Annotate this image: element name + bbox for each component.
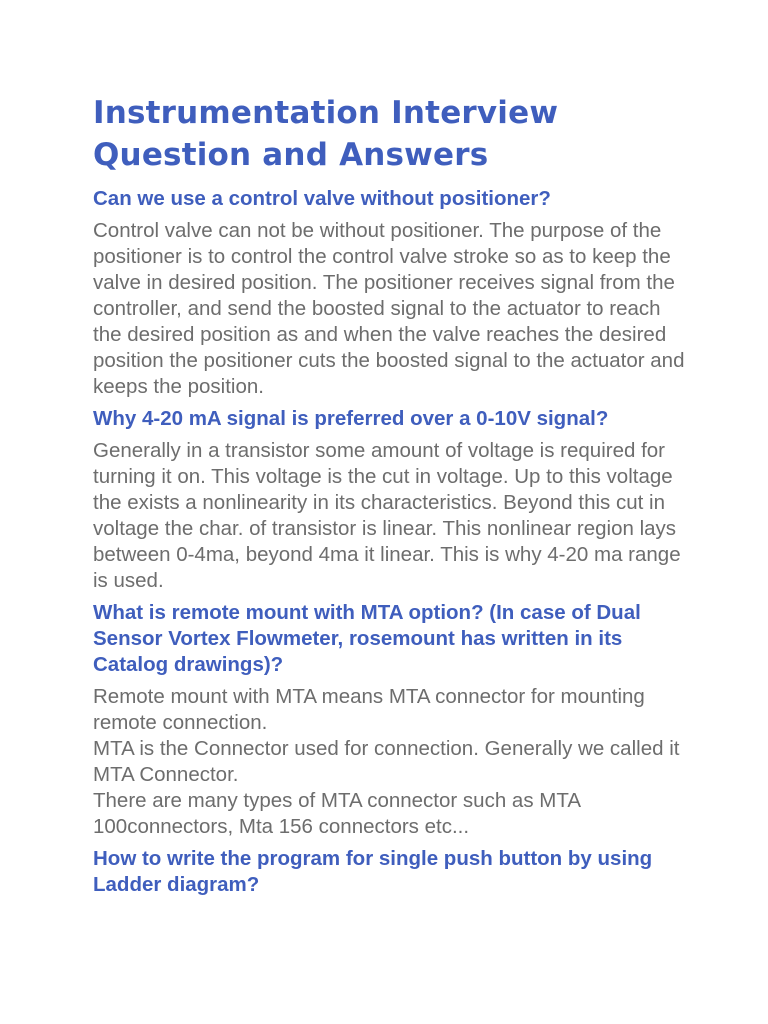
answer-paragraph: Control valve can not be without positioner. The purpose of the positioner is to control the control valve stroke so as to keep the valve in desired position. The positioner receives signal from the controller, and send the boosted signal to the actuator to reach the desired position as and when the valve reaches the desired position the positioner cuts the boosted signal to the actuator and keeps the position.	[93, 219, 685, 398]
question-heading: How to write the program for single push button by using Ladder diagram?	[93, 847, 653, 896]
question-heading: Can we use a control valve without positioner?	[93, 187, 551, 210]
answer-paragraph: Remote mount with MTA means MTA connector for mounting remote connection.	[93, 685, 645, 734]
answer-block	[93, 218, 688, 400]
answer-paragraph: There are many types of MTA connector such as MTA 100connectors, Mta 156 connectors etc...	[93, 789, 580, 838]
document-title: Instrumentation Interview Question and Answers	[93, 95, 559, 173]
answer-block	[93, 684, 688, 840]
answer-block	[93, 438, 688, 594]
qa-section-1	[93, 186, 688, 400]
qa-section-3	[93, 600, 688, 840]
qa-section-4	[93, 846, 688, 898]
question-heading: Why 4-20 mA signal is preferred over a 0-10V signal?	[93, 407, 609, 430]
answer-paragraph: Generally in a transistor some amount of voltage is required for turning it on. This voltage is the cut in voltage. Up to this voltage the exists a nonlinearity in its characteristics. Beyond this cut in voltage the char. of transistor is linear. This nonlinear region lays between 0-4ma, beyond 4ma it linear. This is why 4-20 ma range is used.	[93, 439, 681, 592]
qa-section-2	[93, 406, 688, 594]
question-heading: What is remote mount with MTA option? (In case of Dual Sensor Vortex Flowmeter, rosemount has written in its Catalog drawings)?	[93, 601, 641, 676]
answer-paragraph: MTA is the Connector used for connection. Generally we called it MTA Connector.	[93, 737, 680, 786]
